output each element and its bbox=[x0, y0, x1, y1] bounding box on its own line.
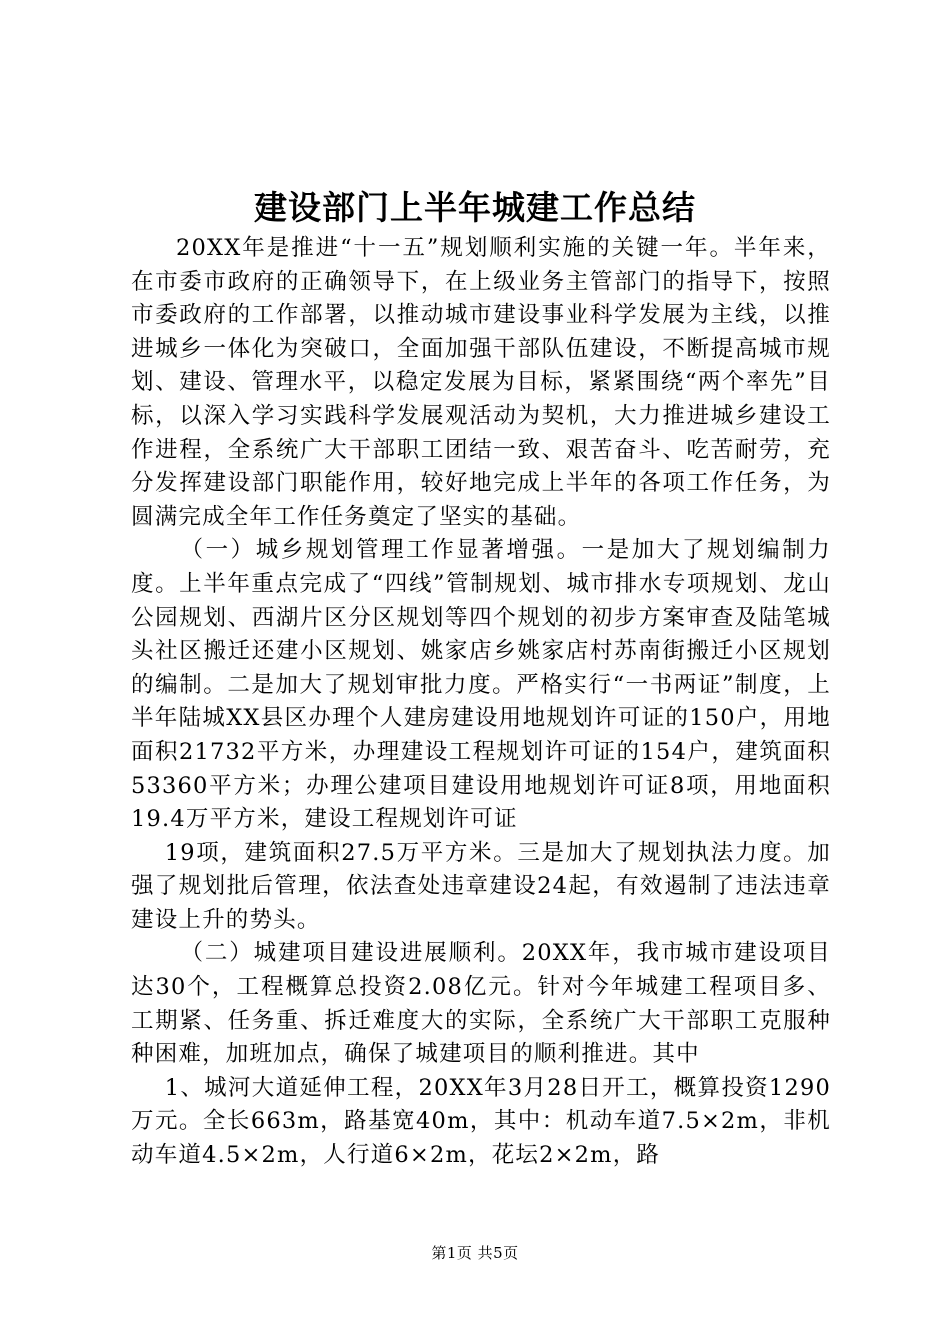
paragraph-intro: 20XX年是推进“十一五”规划顺利实施的关键一年。半年来，在市委市政府的正确领导下，在上级业务主管部门的指导下，按照市委政府的工作部署，以推动城市建设事业科学发展为主线，以推进城乡一体化为突破口，全面加强干部队伍建设，不断提高城市规划、建设、管理水平，以稳定发展为目标，紧紧围绕“两个率先”目标，以深入学习实践科学发展观活动为契机，大力推进城乡建设工作进程，全系统广大干部职工团结一致、艰苦奋斗、吃苦耐劳，充分发挥建设部门职能作用，较好地完成上半年的各项工作任务，为圆满完成全年工作任务奠定了坚实的基础。 bbox=[131, 235, 831, 530]
paragraph-item-1: 1、城河大道延伸工程，20XX年3月28日开工，概算投资1290万元。全长663m，路基宽40m，其中：机动车道7.5×2m，非机动车道4.5×2m，人行道6×2m，花坛2×2m，路 bbox=[131, 1074, 831, 1169]
paragraph-section-1: （一）城乡规划管理工作显著增强。一是加大了规划编制力度。上半年重点完成了“四线”管制规划、城市排水专项规划、龙山公园规划、西湖片区分区规划等四个规划的初步方案审查及陆笔城头社区搬迁还建小区规划、姚家店乡姚家店村苏南街搬迁小区规划的编制。二是加大了规划审批力度。严格实行“一书两证”制度，上半年陆城XX县区办理个人建房建设用地规划许可证的150户，用地面积21732平方米，办理建设工程规划许可证的154户，建筑面积53360平方米；办理公建项目建设用地规划许可证8项，用地面积19.4万平方米，建设工程规划许可证 bbox=[131, 537, 831, 833]
page-indicator: 第1页 共5页 bbox=[431, 1244, 519, 1262]
paragraph-section-1-continued: 19项，建筑面积27.5万平方米。三是加大了规划执法力度。加强了规划批后管理，依法查处违章建设24起，有效遏制了违法违章建设上升的势头。 bbox=[131, 839, 831, 933]
document-body bbox=[131, 232, 831, 1173]
paragraph-section-2: （二）城建项目建设进展顺利。20XX年，我市城市建设项目达30个，工程概算总投资2.08亿元。针对今年城建工程项目多、工期紧、任务重、拆迁难度大的实际，全系统广大干部职工克服种种困难，加班加点，确保了城建项目的顺利推进。其中 bbox=[131, 940, 831, 1068]
page-footer bbox=[0, 1242, 950, 1264]
document-title: 建设部门上半年城建工作总结 bbox=[254, 188, 696, 227]
